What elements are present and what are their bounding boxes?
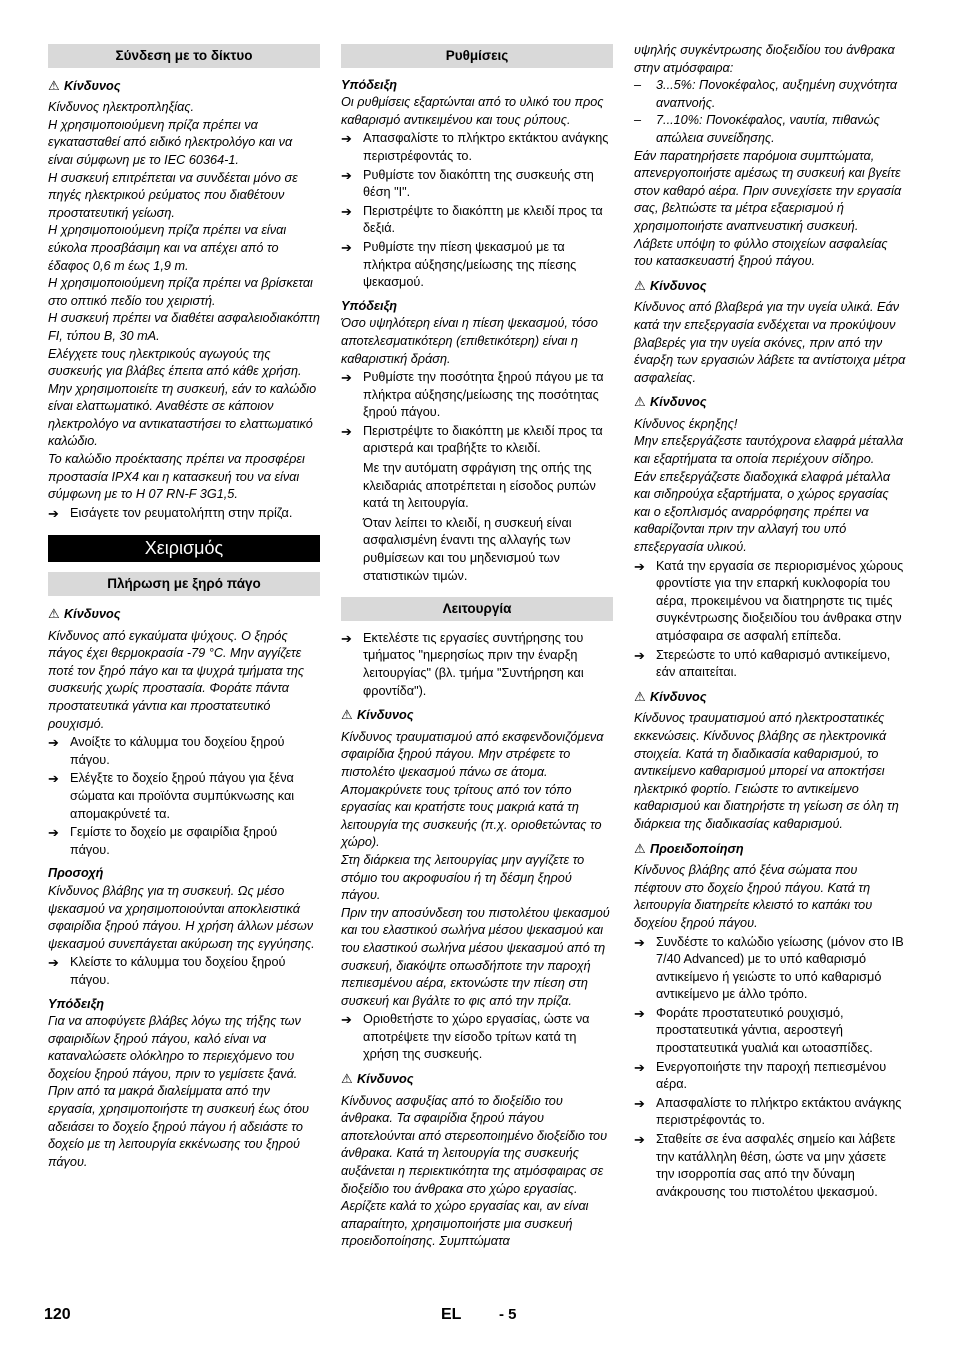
sub-page-number: - 5: [499, 1306, 517, 1323]
paragraph: Οι ρυθμίσεις εξαρτώνται από το υλικό του προς καθαρισμό αντικειμένου και τους ρύπους.: [341, 95, 604, 127]
warning-label: ⚠ Κίνδυνος: [634, 277, 707, 293]
arrow-right-icon: ➔: [341, 370, 352, 386]
chapter-title: Χειρισμός: [48, 535, 320, 562]
page-number: 120: [44, 1306, 71, 1323]
step-item: ➔ Φοράτε προστατευτικό ρουχισμό, προστατευτικά γάντια, αεροστεγή προστατευτικά γυαλιά και ωτοασπίδες.: [634, 1005, 906, 1058]
paragraph: Η συσκευή επιτρέπεται να συνδέεται μόνο σε πηγές ηλεκτρικού ρεύματος που διαθέτουν προστατευτική γείωση.: [48, 170, 298, 220]
step-item: ➔ Οριοθετήστε το χώρο εργασίας, ώστε να αποτρέψετε την είσοδο τρίτων κατά τη χρήση της συσκευής.: [341, 1011, 613, 1064]
step-item: ➔ Περιστρέψτε το διακόπτη με κλειδί προς τα δεξιά.: [341, 203, 613, 238]
warning-label: ⚠ Κίνδυνος: [48, 77, 121, 93]
language-code: EL: [441, 1306, 462, 1323]
section-header-network: Σύνδεση με το δίκτυο: [48, 44, 320, 68]
step-item: ➔ Εκτελέστε τις εργασίες συντήρησης του τμήματος "ημερησίως πριν την έναρξη λειτουργίας" (βλ. τμήμα "Συντήρηση και φροντίδα").: [341, 630, 613, 700]
paragraph: Κίνδυνος από εγκαύματα ψύχους. Ο ξηρός πάγος έχει θερμοκρασία -79 °C. Μην αγγίζετε ποτέ τον ξηρό πάγο και τα ψυχρά τμήματα της συσκευής χωρίς προστασία. Φοράτε πάντα προστατευτικά γάντια και προστατευτικό ρουχισμό.: [48, 628, 305, 731]
paragraph: Εάν παρατηρήσετε παρόμοια συμπτώματα, απενεργοποιήστε αμέσως τη συσκευή και βγείτε στον καθαρό αέρα. Πριν συνεχίσετε την εργασία σας, βελτιώστε τα μέτρα εξαερισμού ή χρησιμοποιήστε αναπνευστική συσκευή.: [634, 148, 902, 233]
section-header-fill: Πλήρωση με ξηρό πάγο: [48, 572, 320, 596]
paragraph: Όσο υψηλότερη είναι η πίεση ψεκασμού, τόσο αποτελεσματικότερη (επιθετικότερη) είναι η καθαριστική δράση.: [341, 316, 598, 366]
paragraph: Λάβετε υπόψη το φύλλο στοιχείων ασφαλείας του κατασκευαστή ξηρού πάγου.: [634, 236, 888, 269]
paragraph: Για να αποφύγετε βλάβες λόγω της τήξης των σφαιριδίων ξηρού πάγου, καλό είναι να καταναλώσετε ολόκληρο το περιεχόμενο του δοχείου ξηρού πάγου, πριν το γεμίσετε ξανά. Πριν από τα μακρά διαλείμματα από την εργασία, χρησιμοποιήστε τη συσκευή έως ότου αδειάσει το δοχείο ξηρού πάγου ή αδειάστε το δοχείο με τη λειτουργία εκκένωσης του ξηρού πάγου.: [48, 1014, 310, 1169]
warning-triangle-icon: ⚠: [634, 277, 646, 293]
arrow-right-icon: ➔: [341, 239, 352, 255]
caution-label: Προσοχή: [48, 866, 104, 881]
warning-triangle-icon: ⚠: [48, 77, 60, 93]
step-detail: Όταν λείπει το κλειδί, η συσκευή είναι ασφαλισμένη έναντι της αλλαγής των ρυθμίσεων και του μηδενισμού των στατιστικών τιμών.: [363, 515, 572, 583]
paragraph: Το καλώδιο προέκτασης πρέπει να προσφέρει προστασία IPX4 και η κατασκευή του να είναι σύμφωνη με το H 07 RN-F 3G1,5.: [48, 452, 305, 502]
step-item: ➔ Ελέγξτε το δοχείο ξηρού πάγου για ξένα σώματα και προϊόντα συμπύκνωσης και απομακρύνετέ τα.: [48, 770, 320, 823]
arrow-right-icon: ➔: [341, 1012, 352, 1028]
note-label: Υπόδειξη: [48, 996, 105, 1011]
dash-item: – 3...5%: Πονοκέφαλος, αυξημένη συχνότητα αναπνοής.: [634, 78, 898, 110]
warning-triangle-icon: ⚠: [341, 1071, 353, 1087]
paragraph: Κίνδυνος τραυματισμού από εκσφενδονιζόμενα σφαιρίδια ξηρού πάγου. Μην στρέφετε το πιστολέτο ψεκασμού πάνω σε άτομα. Απομακρύνετε τους τρίτους από τον τόπο εργασίας και κρατήστε τους μακριά κατά τη λειτουργία της συσκευής (π.χ. οριοθετώντας το χώρο).: [341, 729, 604, 850]
warning-label: ⚠ Κίνδυνος: [341, 707, 414, 723]
step-item: ➔ Κατά την εργασία σε περιορισμένος χώρους φροντίστε για την επαρκή κυκλοφορία του αέρα, προκειμένου να διατηρηστε τις τιμές συγκέντρωσης διοξειδίου του άνθρακα στην ατμόσφαιρα σε ασφαλή επίπεδα.: [634, 558, 906, 646]
step-item: ➔ Συνδέστε το καλώδιο γείωσης (μόνον στο IB 7/40 Advanced) με το υπό καθαρισμό αντικείμενο ή γειώστε το υπό καθαρισμό αντικείμενο με άλλο τρόπο.: [634, 934, 906, 1004]
step-detail: Με την αυτόματη σφράγιση της οπής της κλειδαριάς αποτρέπεται η είσοδος ρυπών κατά τη λειτουργία.: [363, 461, 596, 511]
step-item: ➔ Περιστρέψτε το διακόπτη με κλειδί προς τα αριστερά και τραβήξτε το κλειδί.: [341, 423, 613, 458]
paragraph: Κίνδυνος τραυματισμού από ηλεκτροστατικές εκκενώσεις. Κίνδυνος βλάβης σε ηλεκτρονικά στοιχεία. Κατά τη διαδικασία καθαρισμού, το αντικείμενο καθαρισμού μπορεί να αποκτήσει ηλεκτρικό φορτίο. Γειώστε το αντικείμενο καθαρισμού και διατηρήστε τη γείωση σε όλη τη διάρκεια της διαδικασίας καθαρισμού.: [634, 711, 899, 831]
arrow-right-icon: ➔: [341, 131, 352, 147]
arrow-right-icon: ➔: [634, 1095, 645, 1111]
caution-label: ⚠ Προειδοποίηση: [634, 840, 744, 856]
step-item: ➔ Ενεργοποιήστε την παροχή πεπιεσμένου αέρα.: [634, 1059, 906, 1094]
paragraph: Εάν επεξεργάζεστε διαδοχικά ελαφρά μέταλλα και σιδηρούχα εξαρτήματα, ο χώρος εργασίας και ο εξοπλισμός αναρρόφησης πρέπει να καθαρίζονται πριν την αλλαγή του υπό επεξεργασία υλικού.: [634, 469, 891, 555]
paragraph: Η συσκευή πρέπει να διαθέτει ασφαλειοδιακόπτη FI, τύπου B, 30 mA.: [48, 311, 320, 343]
paragraph: Η χρησιμοποιούμενη πρίζα πρέπει να βρίσκεται στο οπτικό πεδίο του χειριστή.: [48, 276, 313, 308]
arrow-right-icon: ➔: [341, 630, 352, 646]
warning-label: ⚠ Κίνδυνος: [341, 1071, 414, 1087]
step-item: ➔ Σταθείτε σε ένα ασφαλές σημείο και λάβετε την κατάλληλη θέση, ώστε να μην χάσετε την ισορροπία σας από την δύναμη ανάκρουσης του πιστολέτου ψεκασμού.: [634, 1131, 906, 1201]
step-item: ➔ Κλείστε το κάλυμμα του δοχείου ξηρού πάγου.: [48, 954, 320, 989]
warning-triangle-icon: ⚠: [634, 394, 646, 410]
warning-label: ⚠ Κίνδυνος: [48, 606, 121, 622]
column-2: [341, 44, 613, 1251]
warning-triangle-icon: ⚠: [634, 840, 646, 856]
arrow-right-icon: ➔: [341, 203, 352, 219]
paragraph: Στη διάρκεια της λειτουργίας μην αγγίζετε το στόμιο του ακροφυσίου ή τη δέσμη ξηρού πάγου.: [341, 852, 585, 903]
paragraph: υψηλής συγκέντρωσης διοξειδίου του άνθρακα στην ατμόσφαιρα:: [634, 43, 895, 75]
arrow-right-icon: ➔: [48, 771, 59, 787]
column-3: [634, 42, 906, 1202]
warning-triangle-icon: ⚠: [48, 606, 60, 622]
paragraph: Κίνδυνος από βλαβερά για την υγεία υλικά. Εάν κατά την επεξεργασία ενδέχεται να προκύψουν βλαβερές για την υγεία σκόνες, πριν από την έναρξη των εργασιών λάβετε τα αντίστοιχα μέτρα ασφαλείας.: [634, 300, 906, 385]
paragraph: Κίνδυνος ηλεκτροπληξίας.: [48, 100, 195, 115]
step-item: ➔ Ρυθμίστε τον διακόπτη της συσκευής στη θέση "I".: [341, 167, 613, 202]
step-item: ➔ Ανοίξτε το κάλυμμα του δοχείου ξηρού πάγου.: [48, 734, 320, 769]
paragraph: Ελέγχετε τους ηλεκτρικούς αγωγούς της συσκευής για βλάβες έπειτα από κάθε χρήση. Μην χρησιμοποιείτε τη συσκευή, εάν το καλώδιο είναι ελαττωματικό. Αναθέστε σε κάποιον ηλεκτρολόγο να αντικαταστήσει το ελαττωματικό καλώδιο.: [48, 346, 317, 449]
warning-triangle-icon: ⚠: [634, 688, 646, 704]
note-label: Υπόδειξη: [341, 77, 398, 92]
paragraph: Κίνδυνος βλάβης από ξένα σώματα που πέφτουν στο δοχείο ξηρού πάγου. Κατά τη λειτουργία διατηρείτε κλειστό το καπάκι του δοχείου ξηρού πάγου.: [634, 863, 873, 930]
paragraph: Κίνδυνος ασφυξίας από το διοξείδιο του άνθρακα. Τα σφαιρίδια ξηρού πάγου αποτελούνται από στερεοποιημένο διοξείδιο του άνθρακα. Κατά τη λειτουργία της συσκευής αυξάνεται η περιεκτικότητα της ατμόσφαιρας σε διοξείδιο του άνθρακα στο χώρο εργασίας. Αερίζετε καλά το χώρο εργασίας και, αν είναι απαραίτητο, χρησιμοποιήστε μια συσκευή προειδοποίησης. Συμπτώματα: [341, 1093, 608, 1249]
column-1: [48, 44, 320, 1171]
step-item: ➔ Εισάγετε τον ρευματολήπτη στην πρίζα.: [48, 505, 293, 521]
step-item: ➔ Στερεώστε το υπό καθαρισμό αντικείμενο, εάν απαιτείται.: [634, 647, 906, 682]
step-item: ➔ Απασφαλίστε το πλήκτρο εκτάκτου ανάγκης περιστρέφοντάς το.: [634, 1095, 906, 1130]
step-item: ➔ Γεμίστε το δοχείο με σφαιρίδια ξηρού πάγου.: [48, 824, 320, 859]
paragraph: Κίνδυνος έκρηξης!: [634, 416, 738, 431]
paragraph: Πριν την αποσύνδεση του πιστολέτου ψεκασμού και του ελαστικού σωλήνα μέσου ψεκασμού και του ελαστικού σωλήνα μέσου ψεκασμού από τη συσκευή, διακόψτε οπωσδήποτε την παροχή πεπιεσμένου αέρα, εκτονώστε την πίεση στη συσκευή και βγάλτε το φις από την πρίζα.: [341, 905, 610, 1008]
step-item: ➔ Ρυθμίστε την πίεση ψεκασμού με τα πλήκτρα αύξησης/μείωσης της πίεσης ψεκασμού.: [341, 239, 613, 292]
arrow-right-icon: ➔: [634, 558, 645, 574]
section-header-function: Λειτουργία: [341, 597, 613, 621]
section-header-settings: Ρυθμίσεις: [341, 44, 613, 68]
arrow-right-icon: ➔: [634, 647, 645, 663]
arrow-right-icon: ➔: [48, 955, 59, 971]
arrow-right-icon: ➔: [634, 1059, 645, 1075]
warning-triangle-icon: ⚠: [341, 707, 353, 723]
arrow-right-icon: ➔: [634, 1005, 645, 1021]
arrow-right-icon: ➔: [634, 1132, 645, 1148]
step-item: ➔ Απασφαλίστε το πλήκτρο εκτάκτου ανάγκης περιστρέφοντάς το.: [341, 130, 613, 165]
arrow-right-icon: ➔: [48, 825, 59, 841]
paragraph: Η χρησιμοποιούμενη πρίζα πρέπει να εγκατασταθεί από ειδικό ηλεκτρολόγο και να είναι σύμφωνη με το IEC 60364-1.: [48, 117, 293, 167]
warning-label: ⚠ Κίνδυνος: [634, 688, 707, 704]
step-item: ➔ Ρυθμίστε την ποσότητα ξηρού πάγου με τα πλήκτρα αύξησης/μείωσης της ποσότητας ξηρού πάγου.: [341, 369, 613, 422]
note-label: Υπόδειξη: [341, 298, 398, 313]
arrow-right-icon: ➔: [48, 505, 59, 521]
dash-item: – 7...10%: Πονοκέφαλος, ναυτία, πιθανώς απώλεια συνείδησης.: [634, 113, 880, 145]
warning-label: ⚠ Κίνδυνος: [634, 394, 707, 410]
arrow-right-icon: ➔: [341, 167, 352, 183]
arrow-right-icon: ➔: [341, 423, 352, 439]
paragraph: Κίνδυνος βλάβης για τη συσκευή. Ως μέσο ψεκασμού να χρησιμοποιούνται αποκλειστικά σφαιρίδια ξηρού πάγου. Η χρήση άλλων μέσων ψεκασμού συνεπάγεται ακύρωση της εγγύησης.: [48, 883, 315, 951]
paragraph: Η χρησιμοποιούμενη πρίζα πρέπει να είναι εύκολα προσβάσιμη και να απέχει από το έδαφος 0,6 m έως 1,9 m.: [48, 223, 287, 273]
paragraph: Μην επεξεργάζεστε ταυτόχρονα ελαφρά μέταλλα και εξαρτήματα τα οποία περιέχουν σίδηρο.: [634, 434, 904, 467]
arrow-right-icon: ➔: [48, 735, 59, 751]
arrow-right-icon: ➔: [634, 934, 645, 950]
